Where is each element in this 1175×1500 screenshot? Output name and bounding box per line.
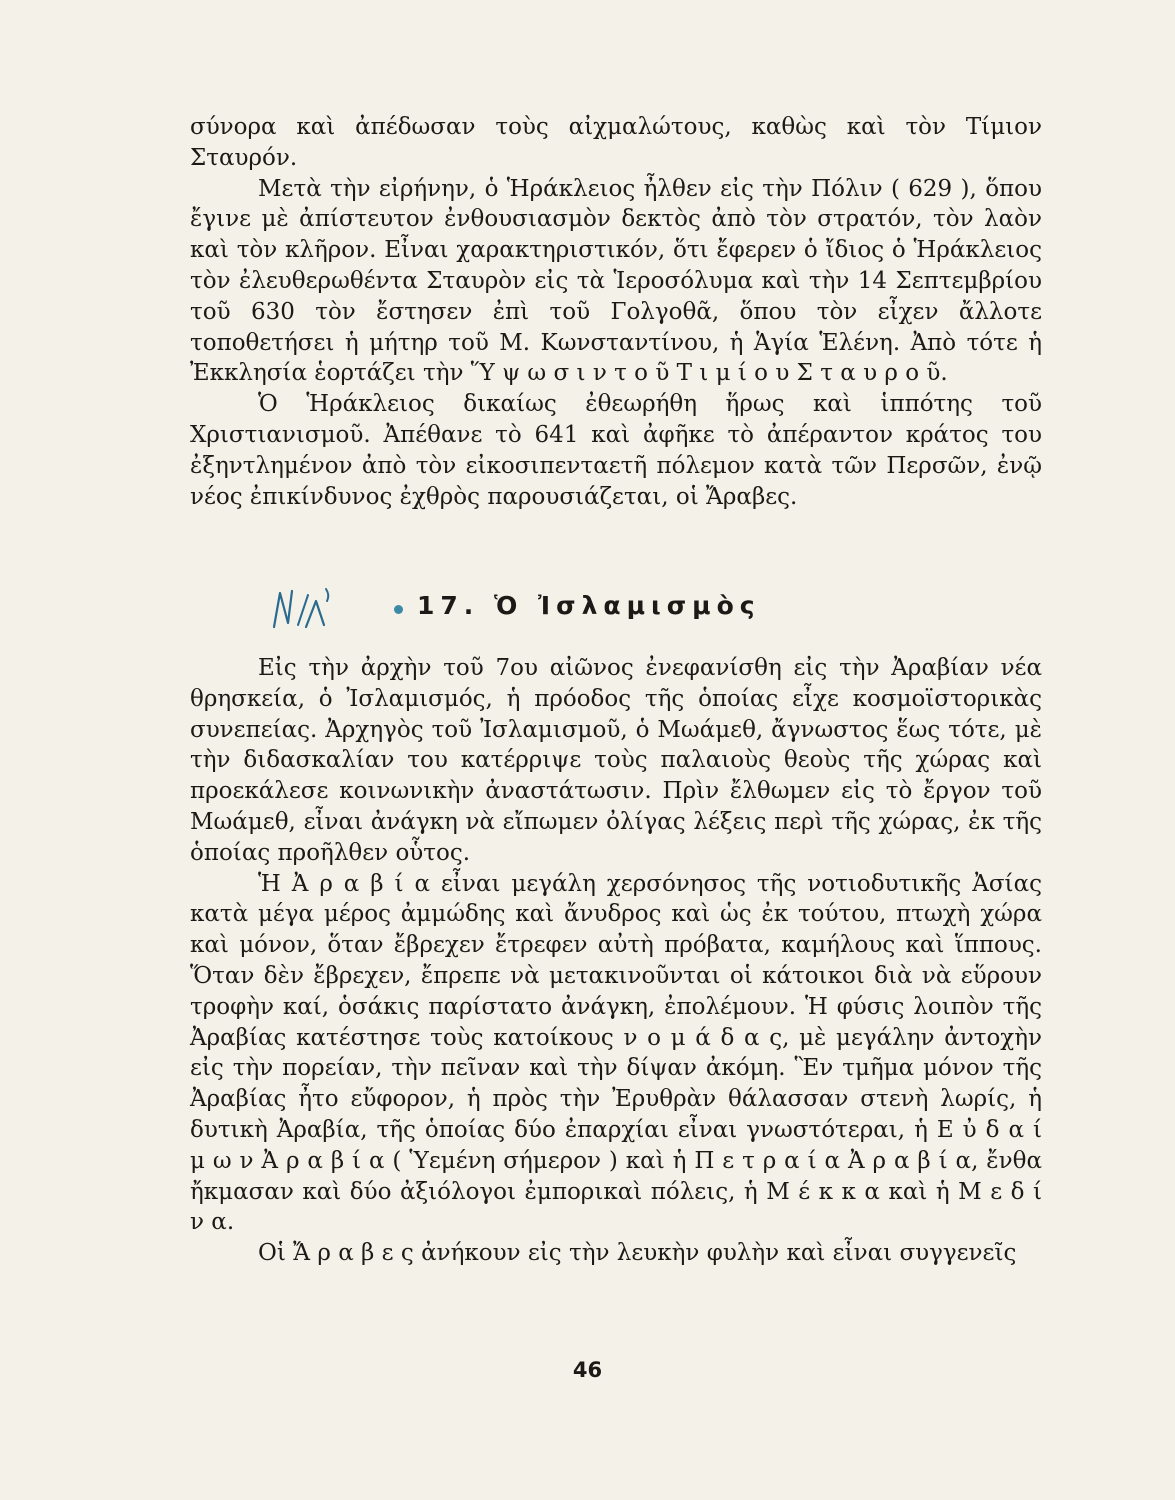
bottom-text-block [190, 653, 1042, 1269]
handwritten-annotation [270, 585, 340, 633]
paragraph: Ὁ Ἡράκλειος δικαίως ἐθεωρήθη ἥρως καὶ ἱππότης τοῦ Χριστιανισμοῦ. Ἀπέθανε τὸ 641 καὶ ἀφῆκε τὸ ἀπέραντον κράτος του ἐξηντλημένον ἀπὸ τὸν εἰκοσιπενταετῆ πόλεμον κατὰ τῶν Περσῶν, ἐνῷ νέος ἐπικίνδυνος ἐχθρὸς παρουσιάζεται, οἱ Ἄραβες. [190, 391, 1042, 510]
page-number: 46 [572, 1358, 603, 1382]
paragraph: Μετὰ τὴν εἰρήνην, ὁ Ἡράκλειος ἦλθεν εἰς τὴν Πόλιν ( 629 ), ὅπου ἔγινε μὲ ἀπίστευτον ἐνθουσιασμὸν δεκτὸς ἀπὸ τὸν στρατόν, τὸν λαὸν καὶ τὸν κλῆρον. Εἶναι χαρακτηριστικόν, ὅτι ἔφερεν ὁ ἴδιος ὁ Ἡράκλειος τὸν ἐλευθερωθέντα Σταυρὸν εἰς τὰ Ἱεροσόλυμα καὶ τὴν 14 Σεπτεμβρίου τοῦ 630 τὸν ἔστησεν ἐπὶ τοῦ Γολγοθᾶ, ὅπου τὸν εἶχεν ἄλλοτε τοποθετήσει ἡ μήτηρ τοῦ Μ. Κωνσταντίνου, ἡ Ἁγία Ἑλένη. Ἀπὸ τότε ἡ Ἐκκλησία ἑορτάζει τὴν Ὕ ψ ω σ ι ν τ ο ῦ Τ ι μ ί ο υ Σ τ α υ ρ ο ῦ. [190, 175, 1042, 387]
paragraph: Εἰς τὴν ἀρχὴν τοῦ 7ου αἰῶνος ἐνεφανίσθη εἰς τὴν Ἀραβίαν νέα θρησκεία, ὁ Ἰσλαμισμός, ἡ πρόοδος τῆς ὁποίας εἶχε κοσμοϊστορικὰς συνεπείας. Ἀρχηγὸς τοῦ Ἰσλαμισμοῦ, ὁ Μωάμεθ, ἄγνωστος ἕως τότε, μὲ τὴν διδασκαλίαν του κατέρριψε τοὺς παλαιοὺς θεοὺς τῆς χώρας καὶ προεκάλεσε κοινωνικὴν ἀναστάτωσιν. Πρὶν ἔλθωμεν εἰς τὸ ἔργον τοῦ Μωάμεθ, εἶναι ἀνάγκη νὰ εἴπωμεν ὀλίγας λέξεις περὶ τῆς χώρας, ἐκ τῆς ὁποίας προῆλθεν οὗτος. [190, 655, 1042, 866]
paragraph: Οἱ Ἄ ρ α β ε ς ἀνήκουν εἰς τὴν λευκὴν φυλὴν καὶ εἶναι συγγενεῖς [258, 1240, 1017, 1267]
bullet-icon [394, 605, 403, 614]
paragraph: σύνορα καὶ ἀπέδωσαν τοὺς αἰχμαλώτους, καθὼς καὶ τὸν Τίμιον Σταυρόν. [190, 114, 1042, 171]
section-heading-row [270, 585, 870, 635]
paragraph: Ἡ Ἀ ρ α β ί α εἶναι μεγάλη χερσόνησος τῆς νοτιοδυτικῆς Ἀσίας κατὰ μέγα μέρος ἀμμώδης καὶ ἄνυδρος καὶ ὡς ἐκ τούτου, πτωχὴ χώρα καὶ μόνον, ὅταν ἔβρεχεν ἔτρεφεν αὐτὴ πρόβατα, καμήλους καὶ ἵππους. Ὅταν δὲν ἔβρεχεν, ἔπρεπε νὰ μετακινοῦνται οἱ κάτοικοι διὰ νὰ εὕρουν τροφὴν καί, ὁσάκις παρίστατο ἀνάγκη, ἐπολέμουν. Ἡ φύσις λοιπὸν τῆς Ἀραβίας κατέστησε τοὺς κατοίκους ν ο μ ά δ α ς, μὲ μεγάλην ἀντοχὴν εἰς τὴν πορείαν, τὴν πεῖναν καὶ τὴν δίψαν ἀκόμη. Ἓν τμῆμα μόνον τῆς Ἀραβίας ἦτο εὔφορον, ἡ πρὸς τὴν Ἐρυθρὰν θάλασσαν στενὴ λωρίς, ἡ δυτικὴ Ἀραβία, τῆς ὁποίας δύο ἐπαρχίαι εἶναι γνωστότεραι, ἡ Ε ὐ δ α ί μ ω ν Ἀ ρ α β ί α ( Ὑεμένη σήμερον ) καὶ ἡ Π ε τ ρ α ί α Ἀ ρ α β ί α, ἔνθα ἤκμασαν καὶ δύο ἀξιόλογοι ἐμπορικαὶ πόλεις, ἡ Μ έ κ κ α καὶ ἡ Μ ε δ ί ν α. [190, 870, 1042, 1236]
top-text-block [190, 112, 1042, 512]
section-title: 17. Ὁ Ἰσλαμισμὸς [417, 591, 761, 620]
